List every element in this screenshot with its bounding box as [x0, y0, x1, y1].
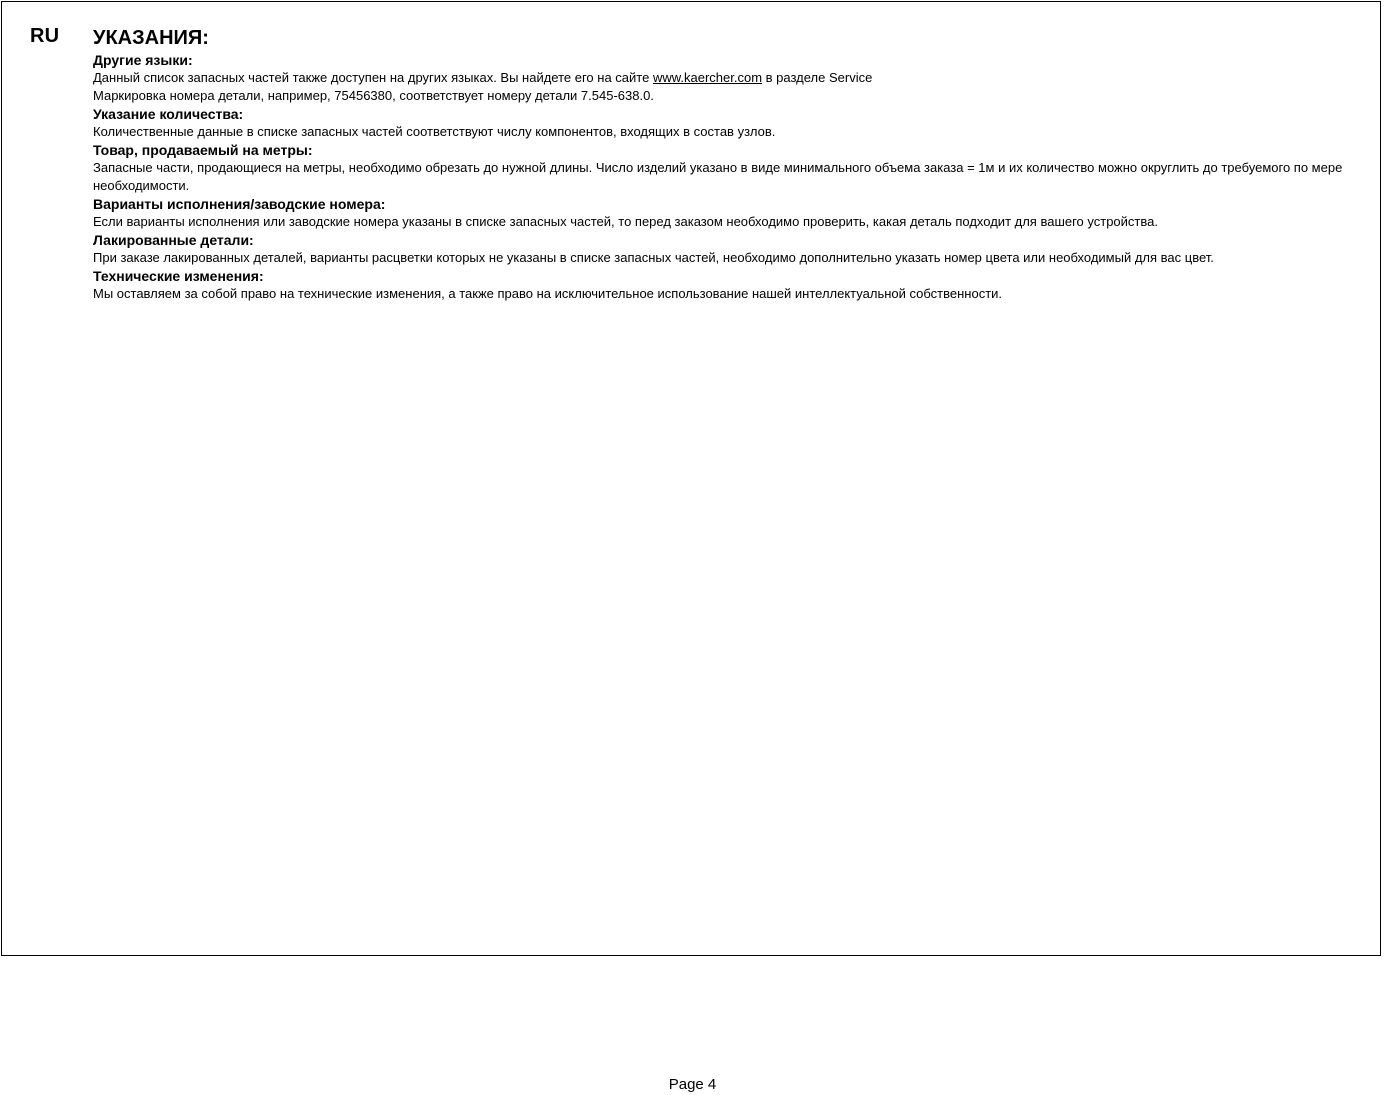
page-frame — [1, 1, 1381, 956]
page-number: Page 4 — [668, 1076, 717, 1093]
notes-content — [93, 25, 1368, 303]
section-paragraph: При заказе лакированных деталей, варианты расцветки которых не указаны в списке запасных частей, необходимо дополнительно указать номер цвета или необходимый для вас цвет. — [93, 250, 1214, 265]
section-paragraph — [93, 69, 1368, 87]
section-variants-serial-numbers — [93, 195, 1368, 231]
section-paragraph: Запасные части, продающиеся на метры, необходимо обрезать до нужной длины. Число изделий указано в виде минимального объема заказа = 1м и их количество можно округлить до требуемого по мере необходимости. — [93, 160, 1343, 193]
language-code: RU — [30, 25, 60, 47]
section-painted-parts — [93, 231, 1368, 267]
section-heading: Варианты исполнения/заводские номера: — [93, 196, 386, 212]
section-other-languages — [93, 51, 1368, 105]
section-paragraph: Количественные данные в списке запасных частей соответствуют числу компонентов, входящих в состав узлов. — [93, 124, 776, 139]
section-sold-by-meter — [93, 141, 1368, 195]
section-heading: Товар, продаваемый на метры: — [93, 142, 313, 158]
section-heading: Другие языки: — [93, 52, 193, 68]
section-heading: Технические изменения: — [93, 268, 264, 284]
text-before-link: Данный список запасных частей также доступен на других языках. Вы найдете его на сайте — [93, 70, 653, 85]
section-paragraph: Мы оставляем за собой право на технические изменения, а также право на исключительное использование нашей интеллектуальной собственности. — [93, 286, 1003, 301]
section-heading: Лакированные детали: — [93, 232, 254, 248]
section-technical-changes — [93, 267, 1368, 303]
section-quantity-note — [93, 105, 1368, 141]
kaercher-website-link[interactable]: www.kaercher.com — [652, 70, 763, 85]
section-paragraph: Маркировка номера детали, например, 75456380, соответствует номеру детали 7.545-638.0. — [93, 88, 654, 103]
section-heading: Указание количества: — [93, 106, 244, 122]
text-after-link: в разделе Service — [762, 70, 873, 85]
section-paragraph: Если варианты исполнения или заводские номера указаны в списке запасных частей, то перед заказом необходимо проверить, какая деталь подходит для вашего устройства. — [93, 214, 1158, 229]
notes-title: УКАЗАНИЯ: — [93, 27, 209, 49]
